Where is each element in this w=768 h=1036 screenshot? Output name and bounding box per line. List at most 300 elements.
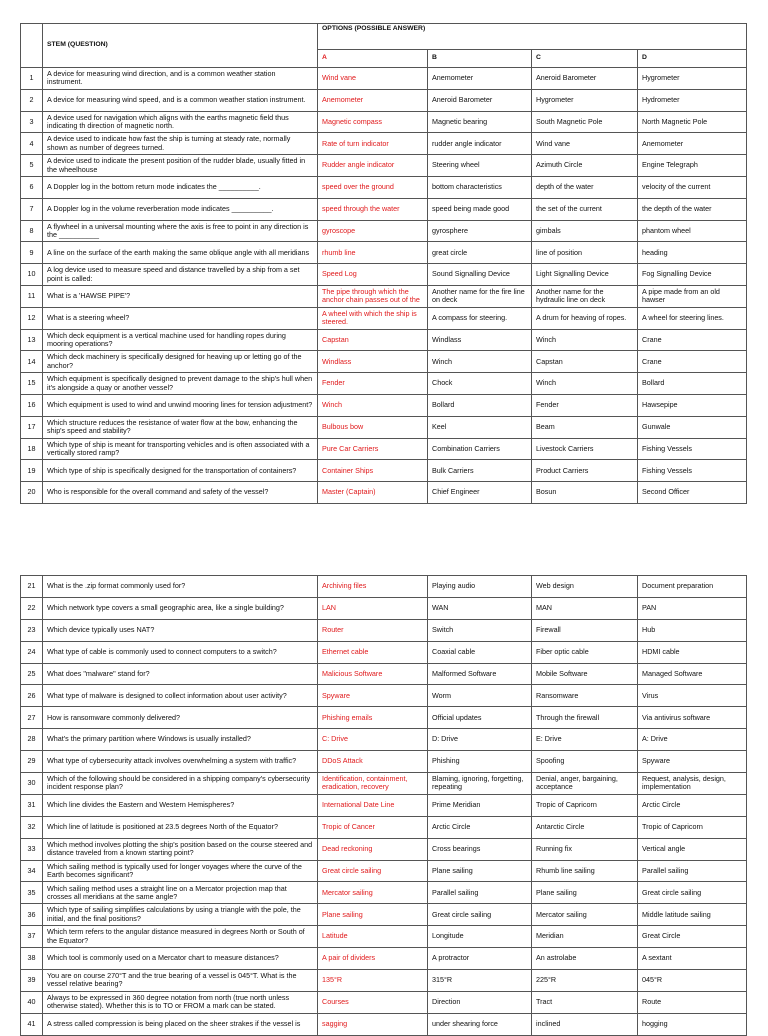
option-d (638, 351, 747, 373)
table-row (21, 329, 747, 351)
option-a-answer (318, 176, 428, 198)
option-a-answer (318, 482, 428, 504)
question-stem (43, 773, 318, 795)
question-number (21, 307, 43, 329)
question-number-text: 23 (27, 626, 36, 635)
option-a-answer (318, 751, 428, 773)
question-stem (43, 264, 318, 286)
option-d-text: velocity of the current (642, 183, 711, 192)
option-a-answer-text: Winch (322, 401, 342, 410)
option-c-text: E: Drive (536, 735, 562, 744)
table-row (21, 264, 747, 286)
option-b (428, 794, 532, 816)
option-d-text: Via antivirus software (642, 713, 711, 722)
option-d-text: Second Officer (642, 488, 690, 497)
question-number-text: 11 (27, 292, 36, 301)
option-b (428, 773, 532, 795)
option-d (638, 860, 747, 882)
question-number (21, 685, 43, 707)
option-a-answer-text: gyroscope (322, 226, 356, 235)
question-stem (43, 460, 318, 482)
question-number-text: 2 (29, 95, 34, 104)
option-b (428, 926, 532, 948)
option-d (638, 460, 747, 482)
question-stem (43, 1013, 318, 1035)
option-b (428, 198, 532, 220)
option-b-text: Keel (432, 422, 447, 431)
option-d-text: Spyware (642, 757, 670, 766)
option-c (532, 1013, 638, 1035)
question-number (21, 816, 43, 838)
option-a-answer (318, 460, 428, 482)
question-stem-text: Which network type covers a small geographic area, like a single building? (47, 604, 284, 613)
question-stem-text: A device for measuring wind direction, and is a common weather station instrument. (47, 69, 276, 87)
option-a-answer (318, 663, 428, 685)
option-b (428, 729, 532, 751)
option-c-text: Ransomware (536, 691, 579, 700)
option-b (428, 176, 532, 198)
option-d (638, 307, 747, 329)
header-option-a: A (318, 50, 428, 68)
table-row (21, 438, 747, 460)
table-row (21, 394, 747, 416)
option-d (638, 816, 747, 838)
question-stem-text: A log device used to measure speed and distance travelled by a ship from a set point is called: (47, 266, 300, 283)
question-stem (43, 133, 318, 155)
option-b-text: A compass for steering. (432, 313, 508, 322)
option-c-text: Aneroid Barometer (536, 74, 597, 83)
option-b (428, 619, 532, 641)
header-option-c: C (532, 50, 638, 68)
table-row (21, 926, 747, 948)
option-c-text: Tract (536, 998, 553, 1007)
option-d-text: Route (642, 998, 662, 1007)
option-a-answer-text: Rudder angle indicator (322, 161, 395, 170)
option-d (638, 619, 747, 641)
question-number (21, 576, 43, 598)
option-c (532, 794, 638, 816)
option-a-answer (318, 838, 428, 860)
option-d-text: Great circle sailing (642, 888, 702, 897)
question-stem (43, 685, 318, 707)
option-a-answer (318, 685, 428, 707)
option-c (532, 68, 638, 90)
option-a-answer-text: rhumb line (322, 248, 356, 257)
question-number-text: 6 (29, 183, 34, 192)
option-b-text: Worm (432, 691, 452, 700)
option-c (532, 619, 638, 641)
option-a-answer-text: Archiving files (322, 582, 367, 591)
option-b-text: Chock (432, 379, 453, 388)
question-stem-text: Always to be expressed in 360 degree notation from north (true north unless otherwise stated). Whether this is to TO or FROM a mark can be stated. (47, 993, 290, 1011)
option-d-text: Hawsepipe (642, 401, 678, 410)
option-b-text: Switch (432, 626, 454, 635)
question-stem-text: Which equipment is used to wind and unwind mooring lines for tension adjustment? (47, 401, 313, 410)
table-row (21, 176, 747, 198)
question-stem (43, 663, 318, 685)
question-stem (43, 597, 318, 619)
option-b (428, 707, 532, 729)
question-number (21, 926, 43, 948)
question-number (21, 460, 43, 482)
option-d-text: Vertical angle (642, 844, 686, 853)
option-a-answer-text: sagging (322, 1020, 348, 1029)
option-a-answer-text: Master (Captain) (322, 488, 376, 497)
option-b-text: Phishing (432, 757, 460, 766)
option-b-text: Winch (432, 357, 452, 366)
option-b-text: Arctic Circle (432, 823, 471, 832)
question-number (21, 89, 43, 111)
question-number (21, 597, 43, 619)
option-b-text: Bulk Carriers (432, 466, 474, 475)
question-stem (43, 329, 318, 351)
table-row (21, 904, 747, 926)
question-number-text: 34 (27, 866, 36, 875)
option-b-text: Magnetic bearing (432, 117, 488, 126)
question-stem (43, 111, 318, 133)
question-number (21, 111, 43, 133)
question-stem (43, 68, 318, 90)
option-c-text: Tropic of Capricorn (536, 801, 597, 810)
option-a-answer-text: Spyware (322, 691, 350, 700)
question-stem-text: A line on the surface of the earth making the same oblique angle with all meridians (47, 248, 310, 257)
question-number-text: 4 (29, 139, 34, 148)
option-c-text: Winch (536, 379, 556, 388)
option-d-text: Hydrometer (642, 95, 680, 104)
question-stem (43, 794, 318, 816)
option-b (428, 482, 532, 504)
question-stem (43, 838, 318, 860)
option-d (638, 948, 747, 970)
question-stem-text: Which type of sailing simplifies calculations by using a triangle with the pole, the initial, and the final positions? (47, 906, 301, 923)
option-b (428, 155, 532, 177)
question-number-text: 36 (27, 910, 36, 919)
option-d-text: Request, analysis, design, implementation (642, 775, 726, 792)
question-number (21, 416, 43, 438)
option-c (532, 285, 638, 307)
option-c (532, 242, 638, 264)
option-a-answer (318, 307, 428, 329)
option-c-text: South Magnetic Pole (536, 117, 603, 126)
option-c (532, 438, 638, 460)
question-stem (43, 89, 318, 111)
option-c-text: Product Carriers (536, 466, 589, 475)
option-a-answer (318, 438, 428, 460)
option-a-answer (318, 89, 428, 111)
question-table-2 (20, 575, 747, 1036)
option-a-answer (318, 970, 428, 992)
option-d (638, 707, 747, 729)
option-d-text: Crane (642, 357, 662, 366)
question-stem (43, 220, 318, 242)
question-number (21, 882, 43, 904)
question-number-text: 40 (27, 998, 36, 1007)
question-number-text: 35 (27, 888, 36, 897)
option-b (428, 904, 532, 926)
question-number-text: 22 (27, 604, 36, 613)
option-a-answer-text: Magnetic compass (322, 117, 382, 126)
option-d-text: Parallel sailing (642, 866, 689, 875)
question-stem (43, 641, 318, 663)
option-b (428, 663, 532, 685)
table-row (21, 597, 747, 619)
option-b (428, 991, 532, 1013)
option-c-text: Azimuth Circle (536, 161, 583, 170)
question-stem-text: A device used to indicate how fast the ship is turning at steady rate, normally shown as number of degrees turned. (47, 135, 291, 152)
option-d-text: phantom wheel (642, 226, 691, 235)
option-d-text: Great Circle (642, 932, 681, 941)
option-c-text: Denial, anger, bargaining, acceptance (536, 775, 618, 792)
question-stem (43, 860, 318, 882)
question-stem (43, 576, 318, 598)
question-stem-text: Which tool is commonly used on a Mercator chart to measure distances? (47, 954, 279, 963)
option-c (532, 838, 638, 860)
option-a-answer (318, 773, 428, 795)
option-d (638, 438, 747, 460)
question-number (21, 904, 43, 926)
option-b (428, 1013, 532, 1035)
question-number (21, 482, 43, 504)
header-options: OPTIONS (POSSIBLE ANSWER) (318, 24, 747, 50)
question-stem (43, 991, 318, 1013)
option-c-text: Mobile Software (536, 669, 588, 678)
question-number-text: 19 (27, 466, 36, 475)
question-stem-text: Which device typically uses NAT? (47, 626, 155, 635)
option-c-text: Web design (536, 582, 574, 591)
question-number-text: 37 (27, 932, 36, 941)
question-stem-text: Which type of ship is meant for transporting vehicles and is often associated with a vertically stored ramp? (47, 440, 310, 457)
question-stem (43, 729, 318, 751)
option-c (532, 685, 638, 707)
option-c-text: Rhumb line sailing (536, 866, 595, 875)
option-d (638, 904, 747, 926)
table-row (21, 685, 747, 707)
question-number (21, 438, 43, 460)
option-d (638, 1013, 747, 1035)
question-stem-text: Which equipment is specifically designed to prevent damage to the ship's hull when it's alongside a quay or another vessel? (47, 375, 313, 392)
option-c (532, 751, 638, 773)
option-c-text: line of position (536, 248, 582, 257)
option-d (638, 663, 747, 685)
question-number-text: 9 (29, 248, 34, 257)
question-stem-text: Which type of ship is specifically designed for the transportation of containers? (47, 466, 297, 475)
option-c (532, 948, 638, 970)
option-a-answer-text: DDoS Attack (322, 757, 363, 766)
option-b-text: Anemometer (432, 74, 474, 83)
question-stem (43, 373, 318, 395)
question-number (21, 351, 43, 373)
question-stem-text: A device used to indicate the present position of the rudder blade, usually fitted in the wheelhouse (47, 157, 306, 174)
option-c (532, 155, 638, 177)
option-a-answer-text: Courses (322, 998, 349, 1007)
option-c (532, 373, 638, 395)
option-a-answer-text: Wind vane (322, 74, 356, 83)
question-number (21, 394, 43, 416)
option-c (532, 264, 638, 286)
option-a-answer (318, 416, 428, 438)
table-row (21, 242, 747, 264)
option-a-answer (318, 729, 428, 751)
option-b-text: under shearing force (432, 1020, 498, 1029)
table-row (21, 663, 747, 685)
option-c-text: Fender (536, 401, 559, 410)
table-row (21, 460, 747, 482)
option-c (532, 198, 638, 220)
option-b-text: Cross bearings (432, 844, 481, 853)
option-d (638, 394, 747, 416)
option-c (532, 482, 638, 504)
option-a-answer (318, 111, 428, 133)
option-b (428, 970, 532, 992)
option-d (638, 970, 747, 992)
question-number (21, 729, 43, 751)
option-d (638, 176, 747, 198)
option-a-answer-text: Router (322, 626, 344, 635)
table-row (21, 773, 747, 795)
table-row (21, 860, 747, 882)
option-a-answer-text: Rate of turn indicator (322, 139, 389, 148)
option-c-text: Through the firewall (536, 713, 600, 722)
option-a-answer (318, 242, 428, 264)
question-number-text: 15 (27, 379, 36, 388)
option-b-text: Parallel sailing (432, 888, 479, 897)
option-d-text: A wheel for steering lines. (642, 313, 724, 322)
option-a-answer (318, 351, 428, 373)
option-c-text: An astrolabe (536, 954, 577, 963)
question-number (21, 220, 43, 242)
option-a-answer-text: speed over the ground (322, 183, 394, 192)
option-a-answer-text: 135°R (322, 976, 343, 985)
option-c-text: Bosun (536, 488, 557, 497)
option-c-text: Beam (536, 422, 555, 431)
option-a-answer (318, 619, 428, 641)
option-d (638, 991, 747, 1013)
option-a-answer-text: Container Ships (322, 466, 374, 475)
table-row (21, 838, 747, 860)
option-c (532, 111, 638, 133)
option-a-answer (318, 220, 428, 242)
question-number (21, 970, 43, 992)
option-d-text: Fishing Vessels (642, 466, 692, 475)
header-stem: STEM (QUESTION) (43, 24, 318, 68)
option-c-text: Winch (536, 335, 556, 344)
question-stem-text: What is a steering wheel? (47, 313, 130, 322)
option-c-text: Wind vane (536, 139, 570, 148)
option-b-text: Chief Engineer (432, 488, 480, 497)
option-a-answer (318, 155, 428, 177)
question-stem-text: Who is responsible for the overall command and safety of the vessel? (47, 488, 269, 497)
header-blank-cell (21, 24, 43, 68)
option-c (532, 89, 638, 111)
option-a-answer (318, 198, 428, 220)
option-b-text: Plane sailing (432, 866, 473, 875)
option-d (638, 794, 747, 816)
option-a-answer-text: Capstan (322, 335, 349, 344)
option-c-text: Livestock Carriers (536, 444, 594, 453)
option-a-answer (318, 329, 428, 351)
option-a-answer (318, 394, 428, 416)
question-number-text: 38 (27, 954, 36, 963)
option-d (638, 329, 747, 351)
option-b (428, 416, 532, 438)
question-number-text: 3 (29, 117, 34, 126)
option-d (638, 242, 747, 264)
option-b (428, 133, 532, 155)
option-b (428, 438, 532, 460)
option-d-text: hogging (642, 1020, 668, 1029)
option-b (428, 373, 532, 395)
question-number-text: 14 (27, 357, 36, 366)
question-stem (43, 482, 318, 504)
question-stem (43, 619, 318, 641)
question-stem-text: You are on course 270°T and the true bearing of a vessel is 045°T. What is the vessel relative bearing? (47, 972, 297, 989)
question-number (21, 1013, 43, 1035)
question-number (21, 242, 43, 264)
question-stem (43, 242, 318, 264)
question-stem-text: A device used for navigation which aligns with the earths magnetic field thus indicating th direction of magnetic north. (47, 113, 289, 130)
option-b-text: D: Drive (432, 735, 458, 744)
option-b (428, 751, 532, 773)
option-a-answer-text: Windlass (322, 357, 352, 366)
option-b-text: Direction (432, 998, 461, 1007)
option-c (532, 860, 638, 882)
option-b-text: Another name for the fire line on deck (432, 287, 525, 305)
option-a-answer-text: Tropic of Cancer (322, 823, 375, 832)
question-number (21, 773, 43, 795)
header-option-d: D (638, 50, 747, 68)
option-d (638, 373, 747, 395)
table-row (21, 641, 747, 663)
option-b-text: Aneroid Barometer (432, 95, 493, 104)
option-a-answer (318, 948, 428, 970)
question-stem (43, 307, 318, 329)
option-c (532, 882, 638, 904)
question-stem-text: Which method involves plotting the ship's position based on the course steered and distance traveled from a known starting point? (47, 840, 313, 858)
option-d-text: Hygrometer (642, 74, 680, 83)
option-d (638, 773, 747, 795)
option-c-text: Another name for the hydraulic line on deck (536, 287, 606, 305)
question-stem-text: A Doppler log in the bottom return mode indicates the __________. (47, 183, 261, 192)
option-c (532, 707, 638, 729)
question-number (21, 373, 43, 395)
option-d (638, 926, 747, 948)
option-c (532, 307, 638, 329)
question-stem-text: What does "malware" stand for? (47, 669, 150, 678)
table-row (21, 307, 747, 329)
question-stem-text: Which line divides the Eastern and Western Hemispheres? (47, 801, 235, 810)
option-a-answer-text: A pair of dividers (322, 954, 376, 963)
option-d-text: Tropic of Capricorn (642, 823, 703, 832)
option-a-answer-text: Great circle sailing (322, 866, 382, 875)
option-b (428, 882, 532, 904)
option-d-text: Arctic Circle (642, 801, 681, 810)
question-number (21, 155, 43, 177)
option-d-text: PAN (642, 604, 657, 613)
option-c (532, 816, 638, 838)
option-b (428, 948, 532, 970)
option-d (638, 111, 747, 133)
question-stem (43, 351, 318, 373)
option-b-text: gyrosphere (432, 226, 468, 235)
table-row (21, 576, 747, 598)
option-a-answer (318, 707, 428, 729)
question-number-text: 21 (27, 582, 36, 591)
question-stem (43, 904, 318, 926)
question-number-text: 20 (27, 488, 36, 497)
option-d (638, 597, 747, 619)
question-number-text: 25 (27, 669, 36, 678)
option-a-answer-text: A wheel with which the ship is steered. (322, 309, 417, 327)
